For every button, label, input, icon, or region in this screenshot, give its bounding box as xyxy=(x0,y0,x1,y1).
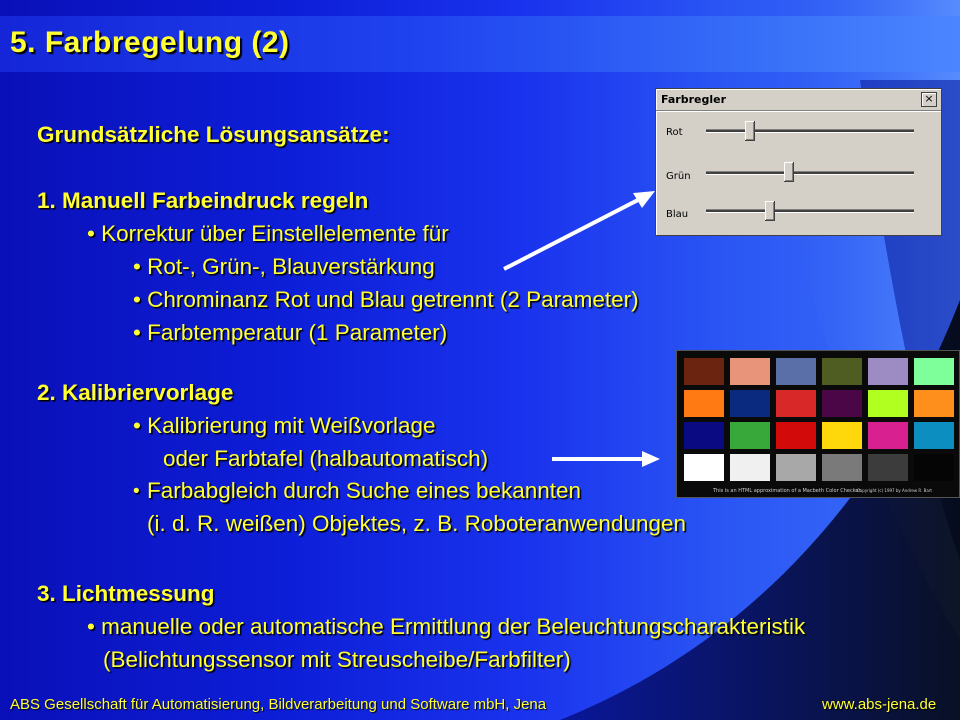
slider-thumb-gruen[interactable] xyxy=(784,162,794,182)
section1-sub3: • Farbtemperatur (1 Parameter) xyxy=(133,320,448,345)
slider-label-rot: Rot xyxy=(666,127,683,138)
color-patch xyxy=(868,422,908,449)
section2-bullet2-line2: (i. d. R. weißen) Objektes, z. B. Roboteranwendungen xyxy=(147,511,687,536)
color-patch xyxy=(730,358,770,385)
color-patch xyxy=(776,390,816,417)
slider-track-rot[interactable] xyxy=(706,129,914,133)
section1-heading: 1. Manuell Farbeindruck regeln xyxy=(37,188,369,213)
close-icon[interactable]: × xyxy=(921,92,937,107)
slider-track-blau[interactable] xyxy=(706,209,914,213)
color-patch xyxy=(868,390,908,417)
slider-thumb-rot[interactable] xyxy=(745,121,755,141)
color-patch xyxy=(684,390,724,417)
color-patch xyxy=(776,422,816,449)
color-patch xyxy=(730,422,770,449)
footer-url[interactable]: www.abs-jena.de xyxy=(822,696,937,713)
section2-bullet1-line2: oder Farbtafel (halbautomatisch) xyxy=(163,446,489,471)
color-patch xyxy=(684,358,724,385)
color-patch xyxy=(684,454,724,481)
color-patch xyxy=(914,390,954,417)
color-patch xyxy=(914,454,954,481)
section1-sub2: • Chrominanz Rot und Blau getrennt (2 Parameter) xyxy=(133,287,639,312)
slider-label-gruen: Grün xyxy=(666,171,691,182)
slider-thumb-blau[interactable] xyxy=(765,201,775,221)
section2-bullet2-line1: Farbabgleich durch Suche eines bekannten xyxy=(147,478,582,503)
color-patch xyxy=(684,422,724,449)
color-checker-image xyxy=(676,350,960,498)
color-patch xyxy=(868,454,908,481)
farbregler-dialog xyxy=(655,88,942,236)
checker-copyright: Copyright (c) 1997 by Andrew R. Bart xyxy=(857,488,932,493)
section3-line1: • manuelle oder automatische Ermittlung der Beleuchtungscharakteristik xyxy=(87,614,806,639)
dialog-separator xyxy=(656,110,941,112)
color-patch xyxy=(730,390,770,417)
slide-title: 5. Farbregelung (2) xyxy=(10,26,290,59)
color-patch xyxy=(730,454,770,481)
color-patch xyxy=(914,358,954,385)
section3-heading: 3. Lichtmessung xyxy=(37,581,215,606)
section-heading: Grundsätzliche Lösungsansätze: xyxy=(37,122,390,147)
section1-bullet: • Korrektur über Einstellelemente für xyxy=(87,221,449,246)
color-patch xyxy=(868,358,908,385)
color-patch xyxy=(822,358,862,385)
dialog-title: Farbregler xyxy=(661,93,727,106)
color-patch xyxy=(914,422,954,449)
color-patch xyxy=(822,454,862,481)
footer-company: ABS Gesellschaft für Automatisierung, Bildverarbeitung und Software mbH, Jena xyxy=(10,696,547,713)
section2-bullet2-marker: • xyxy=(133,481,140,502)
dialog-titlebar xyxy=(658,91,939,109)
color-patch xyxy=(776,358,816,385)
section1-sub1: • Rot-, Grün-, Blauverstärkung xyxy=(133,254,435,279)
section3-line2: (Belichtungssensor mit Streuscheibe/Farbfilter) xyxy=(103,647,571,672)
color-patch xyxy=(822,390,862,417)
slider-track-gruen[interactable] xyxy=(706,171,914,175)
color-patch xyxy=(776,454,816,481)
checker-caption: This is an HTML approximation of a Macbeth Color Checker. xyxy=(713,488,862,494)
slider-label-blau: Blau xyxy=(666,209,689,220)
section2-bullet1-line1: • Kalibrierung mit Weißvorlage xyxy=(133,413,436,438)
color-patch xyxy=(822,422,862,449)
section2-heading: 2. Kalibriervorlage xyxy=(37,380,234,405)
